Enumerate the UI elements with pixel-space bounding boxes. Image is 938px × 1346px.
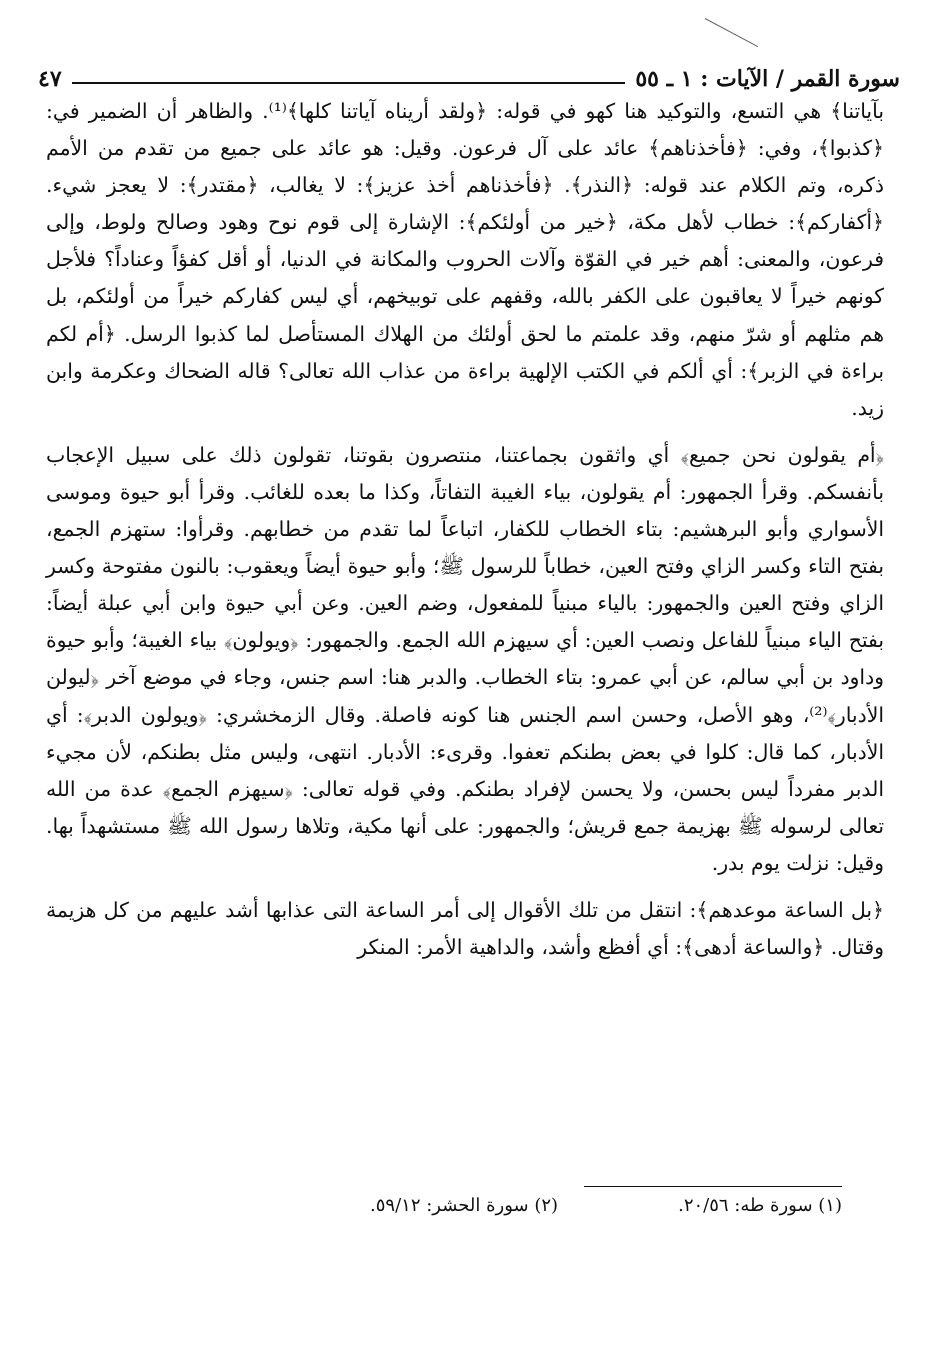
footnote-1: (١) سورة طه: ٢٠/٥٦. (678, 1195, 842, 1216)
page-number: ٤٧ (38, 66, 62, 92)
corner-pen-mark (705, 18, 758, 47)
page-header (38, 52, 900, 92)
paragraph-1: بآياتنا﴾ هي التسع، والتوكيد هنا كهو في قوله: ﴿ولقد أريناه آياتنا كلها﴾⁽¹⁾. والظاهر أن الضمير في: ﴿كذبوا﴾، وفي: ﴿فأخذناهم﴾ عائد على آل فرعون. وقيل: هو عائد على جميع من تقدم من الأمم ذكره، وتم الكلام عند قوله: ﴿النذر﴾. ﴿فأخذناهم أخذ عزيز﴾: لا يغالب، ﴿مقتدر﴾: لا يعجز شيء. ﴿أكفاركم﴾: خطاب لأهل مكة، ﴿خير من أولئكم﴾: الإشارة إلى قوم نوح وهود وصالح ولوط، وإلى فرعون، والمعنى: أهم خير في القوّة وآلات الحروب والمكانة في الدنيا، أو أقل كفؤاً وعناداً؟ فلأجل كونهم خيراً لا يعاقبون على الكفر بالله، وقفهم على توبيخهم، أي ليس كفاركم خيراً من أولئكم، بل هم مثلهم أو شرّ منهم، وقد علمتم ما لحق أولئك من الهلاك المستأصل لما كذبوا الرسل. ﴿أم لكم براءة في الزبر﴾: أي ألكم في الكتب الإلهية براءة من عذاب الله تعالى؟ قاله الضحاك وعكرمة وابن زيد. (46, 99, 884, 420)
footnote-separator (584, 1186, 842, 1187)
sura-title: سورة القمر / الآيات : ١ ـ ٥٥ (635, 66, 900, 92)
paragraph-3: ﴿بل الساعة موعدهم﴾: انتقل من تلك الأقوال إلى أمر الساعة التى عذابها أشد عليهم من كل هزيمة وقتال. ﴿والساعة أدهى﴾: أي أفظع وأشد، والداهية الأمر: المنكر (46, 897, 884, 960)
header-rule (72, 82, 626, 84)
page-body (46, 93, 884, 966)
footnote-2: (٢) سورة الحشر: ٥٩/١٢. (370, 1195, 559, 1216)
footnotes (46, 1195, 842, 1216)
paragraph-2: ﴿أم يقولون نحن جميع﴾ أي واثقون بجماعتنا، منتصرون بقوتنا، تقولون ذلك على سبيل الإعجاب بأنفسكم. وقرأ الجمهور: أم يقولون، بياء الغيبة التفاتاً، وكذا ما بعده للغائب. وقرأ أبو حيوة وموسى الأسواري وأبو البرهشيم: بتاء الخطاب للكفار، اتباعاً لما تقدم من خطابهم. وقرأوا: ستهزم الجمع، بفتح التاء وكسر الزاي وفتح العين، خطاباً للرسول ﷺ؛ وأبو حيوة أيضاً ويعقوب: بالنون مفتوحة وكسر الزاي وفتح العين والجمهور: بالياء مبنياً للمفعول، وضم العين. وعن أبي حيوة وابن أبي عبلة أيضاً: بفتح الياء مبنياً للفاعل ونصب العين: أي سيهزم الله الجمع. والجمهور: ﴿ويولون﴾ بياء الغيبة؛ وأبو حيوة وداود بن أبي سالم، عن أبي عمرو: بتاء الخطاب. والدبر هنا: اسم جنس، وجاء في موضع آخر ﴿ليولن الأدبار﴾⁽²⁾، وهو الأصل، وحسن اسم الجنس هنا كونه فاصلة. وقال الزمخشري: ﴿ويولون الدبر﴾: أي الأدبار، كما قال: كلوا في بعض بطنكم تعفوا. وقرىء: الأدبار. انتهى، وليس مثل بطنكم، لأن مجيء الدبر مفرداً ليس بحسن، ولا يحسن لإفراد بطنكم. وفي قوله تعالى: ﴿سيهزم الجمع﴾ عدة من الله تعالى لرسوله ﷺ بهزيمة جمع قريش؛ والجمهور: على أنها مكية، وتلاها رسول الله ﷺ مستشهداً بها. وقيل: نزلت يوم بدر. (46, 442, 884, 875)
